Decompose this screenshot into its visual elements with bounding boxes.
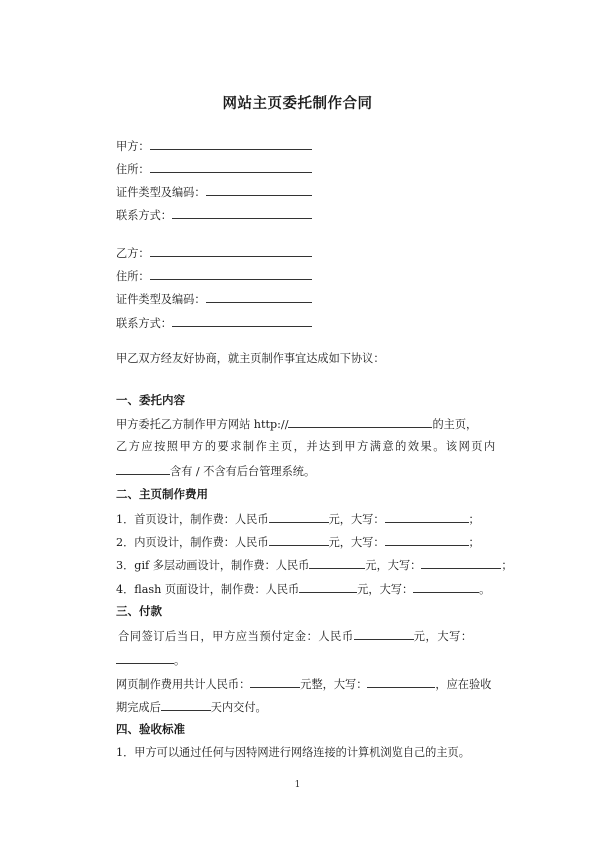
fee-item-1-end: ； <box>468 513 480 526</box>
party-a-contact-row <box>116 207 312 223</box>
section4-line1: 1．甲方可以通过任何与因特网进行网络连接的计算机浏览自己的主页。 <box>116 746 470 759</box>
party-b-contact-label: 联系方式： <box>116 317 172 330</box>
fee-item-2 <box>116 534 480 550</box>
fee-item-4 <box>116 581 490 597</box>
delivery-text-a: 期完成后 <box>116 701 161 714</box>
deposit-text: 合同签订后当日，甲方应当预付定金：人民币 <box>118 630 354 643</box>
section1-text-b: 的主页， <box>432 418 478 431</box>
total-fee-line <box>116 676 491 692</box>
deposit-end: 。 <box>174 654 186 667</box>
section4-heading: 四、验收标准 <box>116 722 185 736</box>
page-number: 1 <box>294 780 301 790</box>
party-a-id-blank[interactable] <box>206 184 312 196</box>
party-b-id-row <box>116 291 312 307</box>
section1-text-c: 含有 / 不含有后台管理系统。 <box>170 465 316 478</box>
fee-item-4-end: 。 <box>479 583 491 596</box>
intro-paragraph: 甲乙双方经友好协商，就主页制作事宜达成如下协议： <box>116 352 385 365</box>
party-b-contact-row <box>116 315 312 331</box>
fee-item-4-label: 4．flash 页面设计，制作费：人民币 <box>116 583 300 596</box>
party-a-name-blank[interactable] <box>150 138 312 150</box>
total-fee-words-blank[interactable] <box>367 676 435 688</box>
fee-item-2-words-blank[interactable] <box>385 534 469 546</box>
section3-heading: 三、付款 <box>116 604 162 618</box>
total-fee-text: 网页制作费用共计人民币： <box>116 678 251 691</box>
fee-item-1 <box>116 511 480 527</box>
party-b-address-row <box>116 268 312 284</box>
party-a-name-label: 甲方： <box>116 140 150 153</box>
party-a-contact-label: 联系方式： <box>116 209 172 222</box>
section1-line3 <box>116 463 315 479</box>
section1-line1 <box>116 416 477 432</box>
total-fee-daxie: 元整，大写： <box>300 678 368 691</box>
delivery-line <box>116 699 267 715</box>
party-a-address-blank[interactable] <box>150 161 312 173</box>
fee-item-3-daxie: 元，大写： <box>365 559 422 572</box>
fee-item-2-amount-blank[interactable] <box>269 534 329 546</box>
fee-item-2-end: ； <box>468 536 480 549</box>
deposit-line2 <box>116 652 185 668</box>
party-b-address-blank[interactable] <box>150 268 312 280</box>
deposit-words-blank[interactable] <box>116 652 174 664</box>
section2-heading: 二、主页制作费用 <box>116 487 208 501</box>
party-a-contact-blank[interactable] <box>172 207 312 219</box>
party-a-id-label: 证件类型及编码： <box>116 186 206 199</box>
party-b-name-label: 乙方： <box>116 247 150 260</box>
delivery-days-blank[interactable] <box>161 699 211 711</box>
total-fee-amount-blank[interactable] <box>250 676 300 688</box>
fee-item-3-label: 3．gif 多层动画设计，制作费：人民币 <box>116 559 310 572</box>
party-a-address-row <box>116 161 312 177</box>
fee-item-3-words-blank[interactable] <box>421 557 501 569</box>
party-b-address-label: 住所： <box>116 270 150 283</box>
fee-item-1-words-blank[interactable] <box>385 511 469 523</box>
total-fee-acceptance: ，应在验收 <box>435 678 492 691</box>
fee-item-4-amount-blank[interactable] <box>299 581 357 593</box>
backend-system-blank[interactable] <box>116 463 170 475</box>
website-url-blank[interactable] <box>288 416 432 428</box>
party-b-name-blank[interactable] <box>150 245 312 257</box>
party-b-contact-blank[interactable] <box>172 315 312 327</box>
deposit-daxie: 元，大写： <box>413 630 473 643</box>
party-a-id-row <box>116 184 312 200</box>
party-a-address-label: 住所： <box>116 163 150 176</box>
section1-line2: 乙方应按照甲方的要求制作主页，并达到甲方满意的效果。该网页内 <box>116 440 497 453</box>
fee-item-1-label: 1．首页设计，制作费：人民币 <box>116 513 269 526</box>
deposit-amount-blank[interactable] <box>354 628 414 640</box>
fee-item-4-words-blank[interactable] <box>413 581 479 593</box>
section1-text-a: 甲方委托乙方制作甲方网站 http:// <box>116 418 289 431</box>
delivery-text-b: 天内交付。 <box>210 701 267 714</box>
party-a-name-row <box>116 138 312 154</box>
fee-item-2-label: 2．内页设计，制作费：人民币 <box>116 536 269 549</box>
fee-item-1-amount-blank[interactable] <box>269 511 329 523</box>
party-b-id-label: 证件类型及编码： <box>116 293 206 306</box>
fee-item-3-end: ； <box>501 559 513 572</box>
party-b-name-row <box>116 245 312 261</box>
fee-item-4-daxie: 元，大写： <box>357 583 414 596</box>
party-b-id-blank[interactable] <box>206 291 312 303</box>
section1-heading: 一、委托内容 <box>116 393 185 407</box>
fee-item-2-daxie: 元，大写： <box>328 536 385 549</box>
fee-item-3 <box>116 557 513 573</box>
deposit-line <box>118 628 473 644</box>
document-title: 网站主页委托制作合同 <box>222 96 373 112</box>
fee-item-1-daxie: 元，大写： <box>328 513 385 526</box>
fee-item-3-amount-blank[interactable] <box>309 557 365 569</box>
